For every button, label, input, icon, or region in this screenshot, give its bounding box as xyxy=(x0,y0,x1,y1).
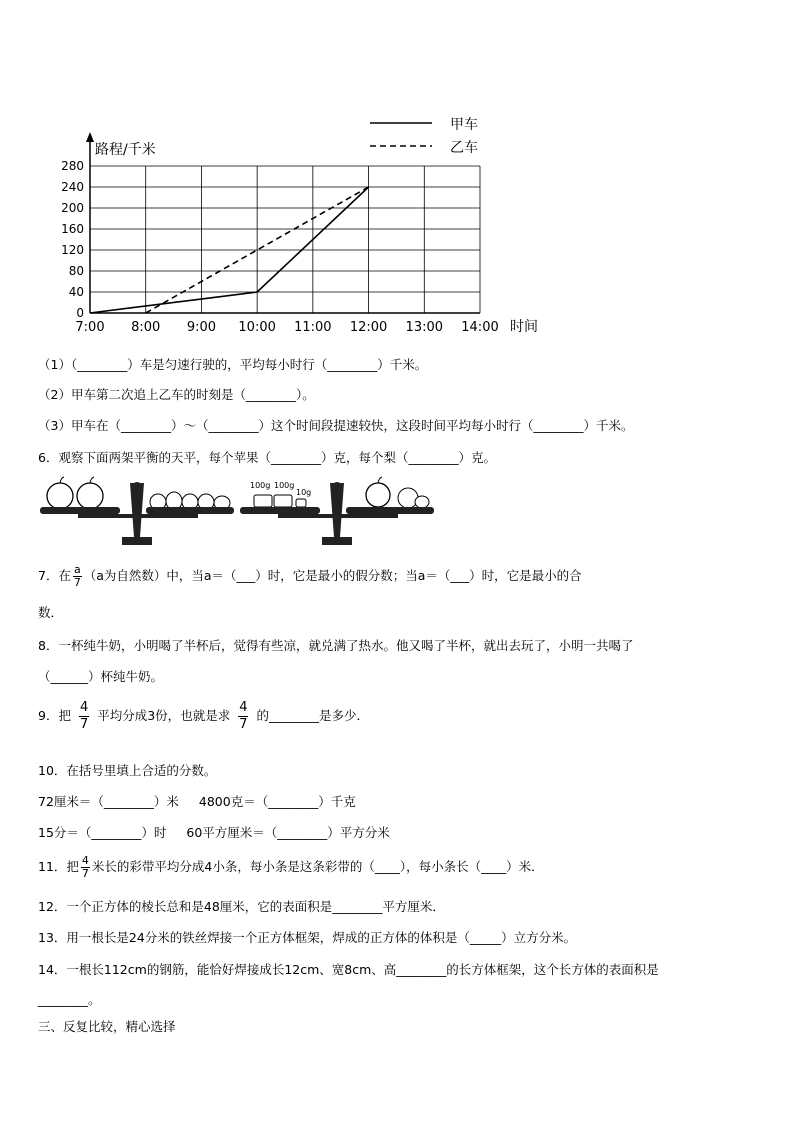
question-7: 7．在 $\frac{a}{7}$ （a为自然数）中，当a＝（___）时，它是最小的假分数；当a＝（___）时，它是最小的合 xyxy=(38,563,582,589)
question-5-2: （2）甲车第二次追上乙车的时刻是（________）。 xyxy=(38,387,315,402)
question-10-line2: 15分＝（________）时 60平方厘米＝（________）平方分米 xyxy=(38,825,390,840)
right-pan xyxy=(146,507,234,514)
question-9: 9．把 $\frac{4}{7}$ 平均分成3份，也就是求 $\frac{4}{7}$ 的________是多少． xyxy=(38,700,369,732)
question-11: 11．把 $\frac{4}{7}$ 米长的彩带平均分成4小条，每小条是这条彩带的（____），每小条长（____）米． xyxy=(38,854,544,880)
fraction-4-over-7-c: $\frac{4}{7}$ xyxy=(81,854,89,880)
question-8-line1: 8．一杯纯牛奶，小明喝了半杯后，觉得有些凉，就兑满了热水。他又喝了半杯，就出去玩了，小明一共喝了 xyxy=(38,638,634,653)
question-10-line1: 72厘米＝（________）米 4800克＝（________）千克 xyxy=(38,794,356,809)
y-tick-label: 120 xyxy=(61,243,84,257)
y-tick-label: 280 xyxy=(61,159,84,173)
y-axis-label: 路程/千米 xyxy=(95,142,156,158)
fraction-4-over-7: $\frac{4}{7}$ xyxy=(79,700,89,732)
section-3-heading: 三、反复比较，精心选择 xyxy=(38,1019,176,1034)
legend xyxy=(370,117,478,156)
question-5-3: （3）甲车在（________）～（________）这个时间段提速较快，这段时间平均每小时行（________）千米。 xyxy=(38,418,634,433)
y-tick-label: 240 xyxy=(61,180,84,194)
question-14-line1: 14．一根长112cm的钢筋，能恰好焊接成长12cm、宽8cm、高________的长方体框架，这个长方体的表面积是 xyxy=(38,962,659,977)
apple-icon xyxy=(366,483,390,507)
x-axis-label: 时间 xyxy=(510,319,538,335)
pear-icon xyxy=(398,488,418,508)
balance-weights-fruit xyxy=(238,473,438,549)
x-tick-label: 7:00 xyxy=(75,320,105,335)
x-tick-label: 13:00 xyxy=(405,320,444,335)
left-pan xyxy=(40,507,120,514)
chart-grid xyxy=(86,132,480,313)
question-14-line2: ________。 xyxy=(38,992,101,1007)
weight-label-100g-1: 100g xyxy=(250,481,271,490)
question-7-cont: 数． xyxy=(38,605,64,620)
left-pan xyxy=(240,507,320,514)
x-tick-label: 8:00 xyxy=(131,320,161,335)
distance-time-chart xyxy=(40,108,560,338)
fraction-a-over-7: $\frac{a}{7}$ xyxy=(73,563,81,589)
question-13: 13．用一根长是24分米的铁丝焊接一个正方体框架，焊成的正方体的体积是（_____）立方分米。 xyxy=(38,930,577,945)
apple-icon xyxy=(77,483,103,509)
y-tick-label: 200 xyxy=(61,201,84,215)
x-tick-label: 12:00 xyxy=(349,320,388,335)
y-tick-label: 160 xyxy=(61,222,84,236)
y-tick-labels xyxy=(61,159,84,320)
question-6: 6．观察下面两架平衡的天平，每个苹果（________）克，每个梨（________）克。 xyxy=(38,450,496,465)
y-tick-label: 80 xyxy=(68,264,84,278)
question-8-line2: （______）杯纯牛奶。 xyxy=(38,669,164,684)
base xyxy=(322,537,352,545)
x-tick-labels xyxy=(75,320,498,335)
y-tick-label: 0 xyxy=(76,306,84,320)
weight-label-10g: 10g xyxy=(296,488,312,497)
x-tick-label: 9:00 xyxy=(186,320,217,335)
weight-label-100g-2: 100g xyxy=(274,481,295,490)
fraction-4-over-7-b: $\frac{4}{7}$ xyxy=(239,700,248,732)
base xyxy=(122,537,152,545)
y-axis-arrow xyxy=(86,132,94,142)
question-12: 12．一个正方体的棱长总和是48厘米，它的表面积是________平方厘米． xyxy=(38,899,445,914)
legend-label-yi: 乙车 xyxy=(450,140,478,156)
x-tick-label: 11:00 xyxy=(294,320,332,335)
question-10-title: 10．在括号里填上合适的分数。 xyxy=(38,763,217,778)
x-tick-label: 14:00 xyxy=(461,320,499,335)
apple-icon xyxy=(47,483,73,509)
legend-label-jia: 甲车 xyxy=(450,117,478,133)
right-pan xyxy=(346,507,434,514)
balance-apples-pears xyxy=(38,473,238,549)
y-tick-label: 40 xyxy=(68,285,84,299)
x-tick-label: 10:00 xyxy=(238,320,276,335)
pear-icon xyxy=(415,496,429,508)
question-5-1: （1）（________）车是匀速行驶的，平均每小时行（________）千米。 xyxy=(38,357,428,372)
